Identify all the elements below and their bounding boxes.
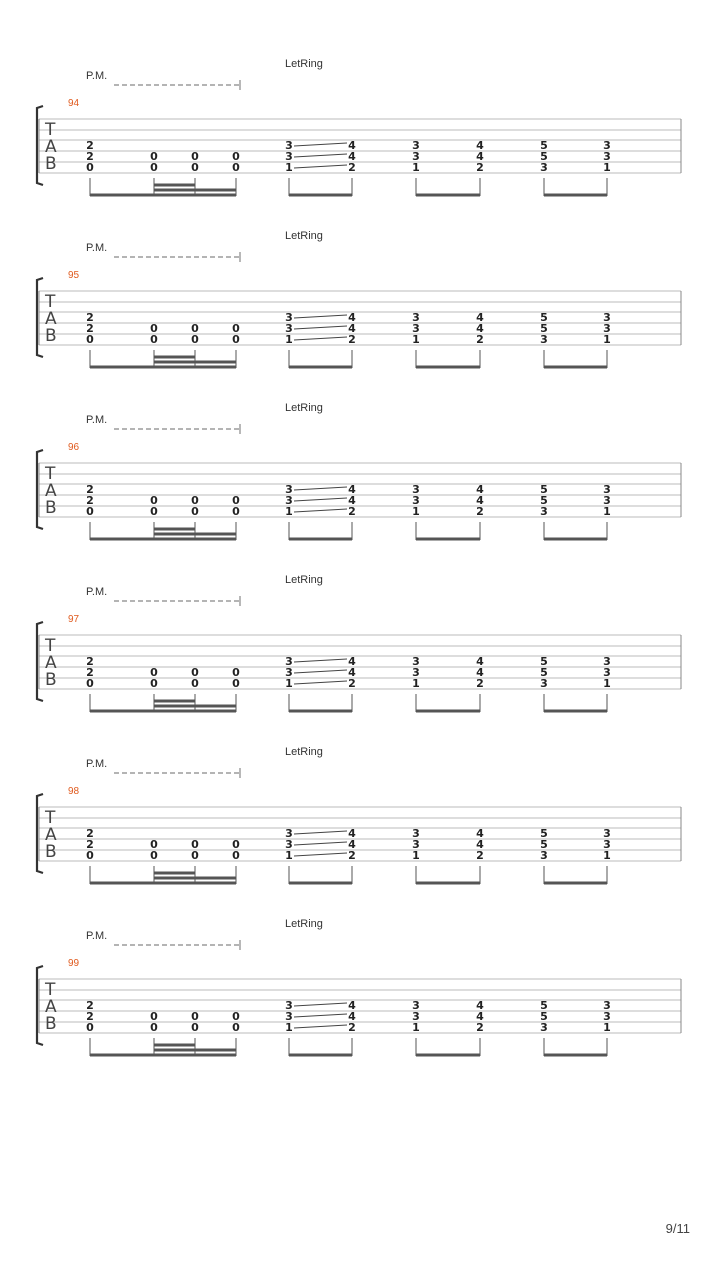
fret-number: 0 (191, 1010, 199, 1023)
fret-number: 4 (348, 838, 356, 851)
fret-number: 4 (476, 838, 484, 851)
fret-number: 3 (285, 655, 293, 668)
palm-mute-label: P.M. (86, 930, 108, 942)
fret-number: 2 (348, 677, 356, 690)
tab-system (0, 172, 720, 344)
fret-number: 3 (412, 655, 420, 668)
fret-number: 3 (540, 333, 548, 346)
fret-number: 1 (603, 161, 611, 174)
fret-number: 2 (348, 849, 356, 862)
tab-clef-letter: B (45, 326, 57, 346)
fret-number: 3 (540, 849, 548, 862)
fret-number: 0 (86, 505, 94, 518)
fret-number: 3 (603, 666, 611, 679)
fret-number: 3 (603, 1010, 611, 1023)
fret-number: 4 (476, 139, 484, 152)
fret-number: 4 (476, 483, 484, 496)
tab-clef-letter: T (45, 464, 56, 484)
let-ring-label: LetRing (285, 402, 323, 414)
fret-number: 0 (191, 666, 199, 679)
fret-number: 3 (603, 838, 611, 851)
slide-line (294, 487, 347, 490)
fret-number: 0 (86, 161, 94, 174)
fret-number: 0 (191, 494, 199, 507)
fret-number: 2 (86, 827, 94, 840)
tab-clef-letter: T (45, 636, 56, 656)
fret-number: 2 (348, 333, 356, 346)
fret-number: 3 (603, 150, 611, 163)
fret-number: 4 (348, 655, 356, 668)
tab-system (0, 688, 720, 860)
fret-number: 3 (540, 1021, 548, 1034)
fret-number: 3 (285, 838, 293, 851)
fret-number: 0 (191, 150, 199, 163)
fret-number: 4 (476, 1010, 484, 1023)
fret-number: 5 (540, 1010, 548, 1023)
tab-clef-letter: A (45, 653, 57, 673)
fret-number: 0 (191, 838, 199, 851)
fret-number: 1 (285, 505, 293, 518)
fret-number: 1 (285, 161, 293, 174)
fret-number: 3 (603, 311, 611, 324)
fret-number: 3 (603, 483, 611, 496)
slide-line (294, 842, 347, 845)
fret-number: 0 (150, 1010, 158, 1023)
fret-number: 0 (232, 1021, 240, 1034)
fret-number: 3 (603, 827, 611, 840)
fret-number: 5 (540, 139, 548, 152)
let-ring-label: LetRing (285, 230, 323, 242)
fret-number: 0 (150, 505, 158, 518)
fret-number: 1 (412, 849, 420, 862)
fret-number: 3 (540, 161, 548, 174)
fret-number: 4 (476, 311, 484, 324)
fret-number: 2 (86, 311, 94, 324)
fret-number: 0 (150, 150, 158, 163)
fret-number: 0 (150, 333, 158, 346)
fret-number: 3 (412, 311, 420, 324)
fret-number: 3 (603, 655, 611, 668)
let-ring-label: LetRing (285, 918, 323, 930)
tab-clef-letter: B (45, 670, 57, 690)
fret-number: 2 (86, 1010, 94, 1023)
fret-number: 0 (86, 333, 94, 346)
fret-number: 2 (86, 150, 94, 163)
tab-staff-svg (0, 860, 720, 1070)
fret-number: 1 (412, 677, 420, 690)
slide-line (294, 681, 347, 684)
measure-number: 99 (68, 958, 80, 969)
measure-number: 96 (68, 442, 80, 453)
fret-number: 3 (285, 150, 293, 163)
fret-number: 1 (603, 1021, 611, 1034)
fret-number: 0 (150, 161, 158, 174)
tab-clef-letter: B (45, 1014, 57, 1034)
fret-number: 0 (232, 505, 240, 518)
fret-number: 0 (232, 322, 240, 335)
let-ring-label: LetRing (285, 58, 323, 70)
tab-system (0, 860, 720, 1032)
fret-number: 0 (86, 677, 94, 690)
fret-number: 3 (285, 494, 293, 507)
fret-number: 0 (150, 677, 158, 690)
slide-line (294, 315, 347, 318)
fret-number: 0 (232, 150, 240, 163)
fret-number: 4 (476, 827, 484, 840)
fret-number: 2 (86, 322, 94, 335)
fret-number: 1 (412, 161, 420, 174)
fret-number: 0 (191, 1021, 199, 1034)
fret-number: 5 (540, 494, 548, 507)
slide-line (294, 659, 347, 662)
slide-line (294, 853, 347, 856)
fret-number: 3 (603, 494, 611, 507)
fret-number: 4 (348, 494, 356, 507)
fret-number: 4 (348, 666, 356, 679)
fret-number: 4 (476, 150, 484, 163)
fret-number: 0 (86, 1021, 94, 1034)
fret-number: 3 (412, 150, 420, 163)
slide-line (294, 670, 347, 673)
tab-clef-letter: T (45, 980, 56, 1000)
fret-number: 1 (285, 677, 293, 690)
fret-number: 4 (348, 311, 356, 324)
fret-number: 1 (412, 333, 420, 346)
fret-number: 3 (285, 139, 293, 152)
fret-number: 0 (150, 322, 158, 335)
slide-line (294, 337, 347, 340)
fret-number: 3 (412, 1010, 420, 1023)
fret-number: 0 (232, 666, 240, 679)
fret-number: 2 (348, 161, 356, 174)
fret-number: 0 (191, 322, 199, 335)
fret-number: 5 (540, 999, 548, 1012)
palm-mute-label: P.M. (86, 586, 108, 598)
fret-number: 0 (232, 494, 240, 507)
tab-clef-letter: T (45, 808, 56, 828)
fret-number: 1 (603, 677, 611, 690)
fret-number: 5 (540, 655, 548, 668)
measure-number: 97 (68, 614, 80, 625)
fret-number: 3 (540, 677, 548, 690)
fret-number: 0 (150, 838, 158, 851)
fret-number: 2 (476, 849, 484, 862)
fret-number: 1 (412, 1021, 420, 1034)
fret-number: 1 (603, 333, 611, 346)
fret-number: 5 (540, 322, 548, 335)
fret-number: 2 (86, 494, 94, 507)
fret-number: 0 (232, 161, 240, 174)
fret-number: 0 (232, 677, 240, 690)
fret-number: 3 (285, 311, 293, 324)
fret-number: 4 (348, 322, 356, 335)
fret-number: 3 (540, 505, 548, 518)
fret-number: 3 (412, 322, 420, 335)
fret-number: 0 (150, 849, 158, 862)
palm-mute-label: P.M. (86, 414, 108, 426)
slide-line (294, 831, 347, 834)
fret-number: 3 (412, 666, 420, 679)
fret-number: 2 (86, 483, 94, 496)
palm-mute-label: P.M. (86, 242, 108, 254)
let-ring-label: LetRing (285, 574, 323, 586)
fret-number: 2 (348, 505, 356, 518)
fret-number: 4 (476, 494, 484, 507)
slide-line (294, 1003, 347, 1006)
fret-number: 0 (191, 505, 199, 518)
tab-system (0, 516, 720, 688)
tab-clef-letter: A (45, 997, 57, 1017)
fret-number: 3 (285, 1010, 293, 1023)
fret-number: 2 (476, 161, 484, 174)
fret-number: 4 (476, 666, 484, 679)
fret-number: 1 (285, 333, 293, 346)
tab-system (0, 0, 720, 172)
fret-number: 3 (603, 322, 611, 335)
fret-number: 0 (191, 333, 199, 346)
fret-number: 0 (232, 849, 240, 862)
fret-number: 3 (285, 483, 293, 496)
fret-number: 0 (150, 494, 158, 507)
fret-number: 1 (285, 849, 293, 862)
fret-number: 2 (86, 999, 94, 1012)
fret-number: 2 (86, 838, 94, 851)
fret-number: 3 (412, 494, 420, 507)
fret-number: 0 (150, 1021, 158, 1034)
tab-clef-letter: T (45, 292, 56, 312)
tab-clef-letter: A (45, 825, 57, 845)
fret-number: 0 (191, 677, 199, 690)
fret-number: 3 (285, 666, 293, 679)
fret-number: 4 (348, 483, 356, 496)
fret-number: 4 (348, 150, 356, 163)
fret-number: 5 (540, 666, 548, 679)
fret-number: 5 (540, 838, 548, 851)
fret-number: 2 (476, 505, 484, 518)
fret-number: 2 (348, 1021, 356, 1034)
fret-number: 5 (540, 150, 548, 163)
palm-mute-label: P.M. (86, 758, 108, 770)
fret-number: 4 (348, 139, 356, 152)
fret-number: 4 (476, 655, 484, 668)
tab-clef-letter: B (45, 154, 57, 174)
fret-number: 1 (285, 1021, 293, 1034)
fret-number: 0 (232, 1010, 240, 1023)
fret-number: 2 (476, 1021, 484, 1034)
fret-number: 5 (540, 483, 548, 496)
slide-line (294, 509, 347, 512)
fret-number: 4 (476, 999, 484, 1012)
fret-number: 2 (86, 655, 94, 668)
fret-number: 2 (476, 333, 484, 346)
tab-clef-letter: A (45, 309, 57, 329)
page-number: 9/11 (665, 1221, 690, 1236)
fret-number: 5 (540, 311, 548, 324)
slide-line (294, 498, 347, 501)
fret-number: 1 (603, 849, 611, 862)
fret-number: 3 (412, 139, 420, 152)
fret-number: 0 (191, 849, 199, 862)
fret-number: 0 (150, 666, 158, 679)
fret-number: 1 (412, 505, 420, 518)
fret-number: 0 (232, 838, 240, 851)
fret-number: 3 (412, 483, 420, 496)
fret-number: 4 (348, 827, 356, 840)
fret-number: 4 (348, 999, 356, 1012)
tab-clef-letter: B (45, 842, 57, 862)
fret-number: 0 (232, 333, 240, 346)
fret-number: 1 (603, 505, 611, 518)
fret-number: 0 (191, 161, 199, 174)
tab-system (0, 344, 720, 516)
tab-clef-letter: T (45, 120, 56, 140)
slide-line (294, 1014, 347, 1017)
let-ring-label: LetRing (285, 746, 323, 758)
slide-line (294, 154, 347, 157)
fret-number: 4 (348, 1010, 356, 1023)
fret-number: 0 (86, 849, 94, 862)
fret-number: 3 (285, 999, 293, 1012)
fret-number: 2 (86, 666, 94, 679)
fret-number: 3 (603, 999, 611, 1012)
fret-number: 3 (412, 999, 420, 1012)
tab-clef-letter: A (45, 137, 57, 157)
fret-number: 2 (476, 677, 484, 690)
measure-number: 98 (68, 786, 80, 797)
slide-line (294, 1025, 347, 1028)
slide-line (294, 143, 347, 146)
slide-line (294, 326, 347, 329)
tab-clef-letter: A (45, 481, 57, 501)
fret-number: 2 (86, 139, 94, 152)
fret-number: 3 (603, 139, 611, 152)
tab-clef-letter: B (45, 498, 57, 518)
fret-number: 3 (285, 827, 293, 840)
measure-number: 94 (68, 98, 80, 109)
fret-number: 4 (476, 322, 484, 335)
fret-number: 5 (540, 827, 548, 840)
measure-number: 95 (68, 270, 80, 281)
slide-line (294, 165, 347, 168)
palm-mute-label: P.M. (86, 70, 108, 82)
fret-number: 3 (412, 827, 420, 840)
fret-number: 3 (412, 838, 420, 851)
fret-number: 3 (285, 322, 293, 335)
